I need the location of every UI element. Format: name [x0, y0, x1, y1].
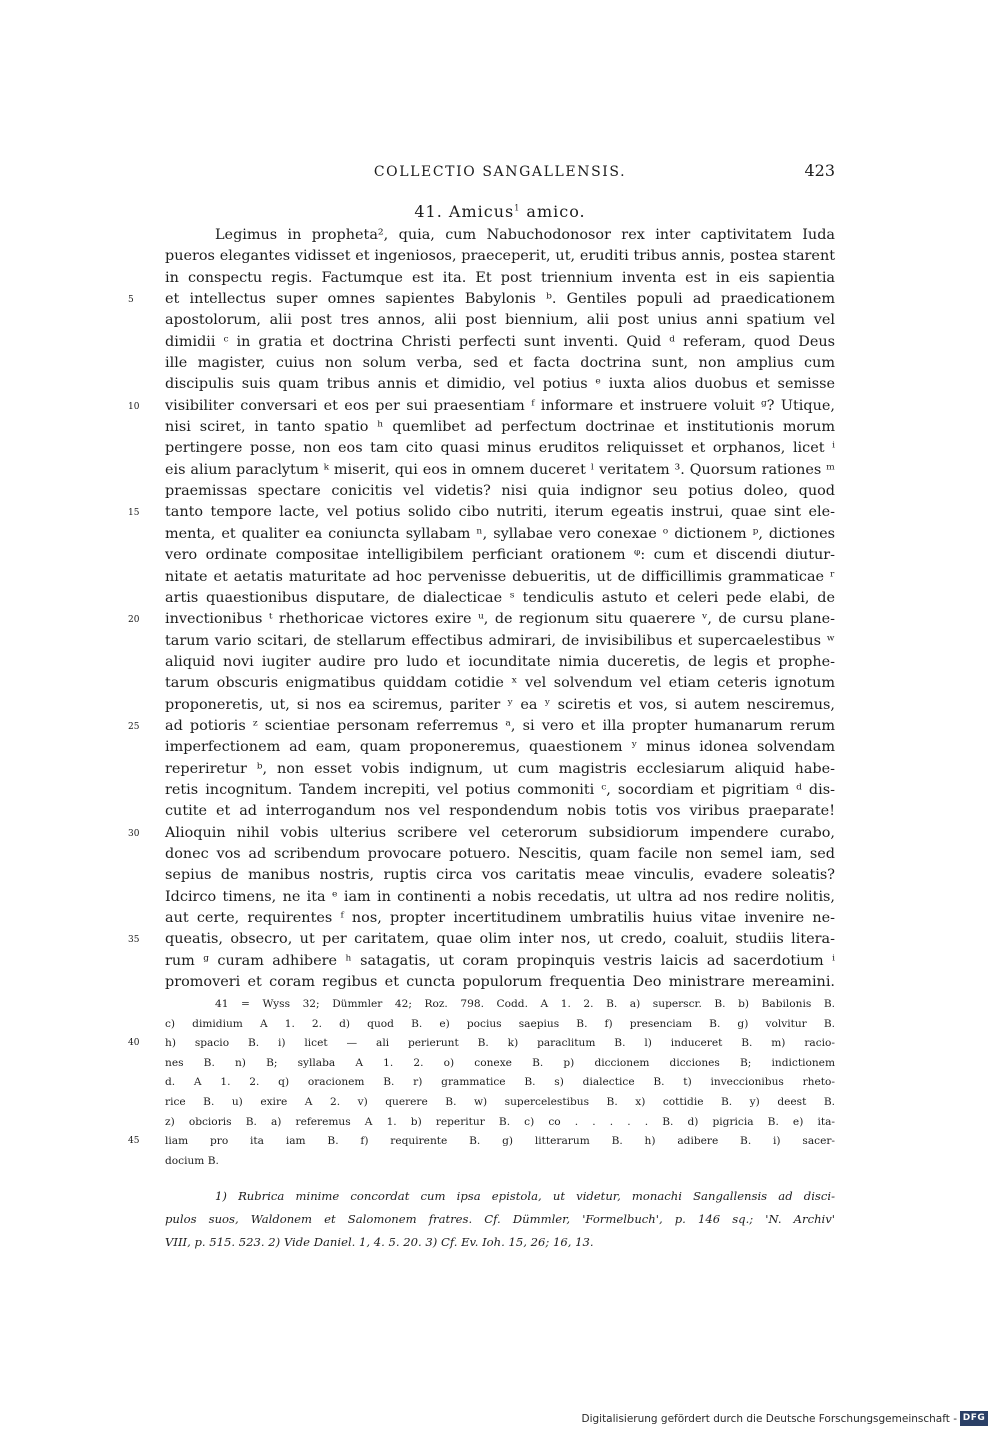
line-text: et intellectus super omnes sapientes Babylonis ᵇ. Gentiles populi ad praedicationem [165, 291, 835, 308]
line-text: VIII, p. 515. 523. 2) Vide Daniel. 1, 4. 5. 20. 3) Cf. Ev. Ioh. 15, 26; 16, 13. [165, 1235, 594, 1249]
notes-line [120, 1113, 840, 1133]
line-text: h) spacio B. i) licet — ali perierunt B. k) paraclitum B. l) induceret B. m) racio- [165, 1037, 835, 1050]
line-text: sepius de manibus nostris, ruptis circa vos caritatis meae vinculis, evadere soleatis? [165, 867, 835, 884]
line-text: nisi sciret, in tanto spatio ʰ quemlibet ad perfectum doctrinae et institutionis morum [165, 419, 835, 436]
notes-line [120, 1015, 840, 1035]
line-text: tanto tempore lacte, vel potius solido cibo nutriti, iterum egeatis instrui, quae sint ele- [165, 504, 835, 521]
line-text: tarum vario scitari, de stellarum effectibus admirari, de invisibilibus et supercaelestibus ʷ [165, 632, 835, 649]
main-line [120, 972, 840, 993]
main-line [120, 609, 840, 630]
section-number: 41. [414, 202, 443, 221]
line-text: proponeretis, ut, si nos ea sciremus, pariter ʸ ea ʸ sciretis et vos, si autem nesciremus, [165, 696, 835, 713]
notes-line [120, 1073, 840, 1093]
line-text: queatis, obsecro, ut per caritatem, quae olim inter nos, ut credo, coaluit, studiis litera- [165, 931, 835, 948]
footer-text: Digitalisierung gefördert durch die Deutsche Forschungsgemeinschaft - [581, 1413, 957, 1425]
main-line [120, 310, 840, 331]
notes-line [120, 995, 840, 1015]
line-number: 15 [128, 508, 140, 519]
digitization-footer [560, 1408, 992, 1430]
main-line [120, 332, 840, 353]
main-line [120, 567, 840, 588]
line-text: rum ᵍ curam adhibere ʰ satagatis, ut coram propinquis vestris laicis ad sacerdotium ⁱ [165, 952, 835, 969]
line-text: rice B. u) exire A 2. v) querere B. w) supercelestibus B. x) cottidie B. y) deest B. [165, 1095, 835, 1108]
running-header [165, 160, 835, 184]
line-text: liam pro ita iam B. f) requirente B. g) litterarum B. h) adibere B. i) sacer- [165, 1135, 835, 1148]
fn-line [120, 1231, 840, 1254]
line-number: 5 [128, 295, 134, 306]
line-text: in conspectu regis. Factumque est ita. Et post triennium inventa est in eis sapientia [165, 269, 835, 286]
section-title-b: amico. [526, 202, 586, 221]
main-line [120, 524, 840, 545]
footnotes [120, 1185, 840, 1254]
line-text: artis quaestionibus disputare, de dialecticae ˢ tendiculis astuto et celeri pede elabi, de [165, 589, 835, 606]
line-text: aliquid novi iugiter audire pro ludo et iocunditate nimia duceretis, de legis et prophe- [165, 653, 835, 670]
line-text: vero ordinate compositae intelligibilem perficiant orationem ᵠ: cum et discendi diutur- [165, 547, 835, 564]
line-text: eis alium paraclytum ᵏ miserit, qui eos in omnem duceret ˡ veritatem ³. Quorsum rationes ᵐ [165, 461, 835, 478]
main-line [120, 737, 840, 758]
section-title-sup: 1 [514, 203, 521, 213]
main-line [120, 502, 840, 523]
line-text: promoveri et coram regibus et cuncta populorum frequentia Deo ministrare mereamini. [165, 974, 835, 991]
line-text: ad potioris ᶻ scientiae personam referremus ᵃ, si vero et illa propter humanarum rerum [165, 717, 835, 734]
main-line [120, 716, 840, 737]
main-line [120, 865, 840, 886]
line-number: 20 [128, 615, 140, 626]
main-line [120, 396, 840, 417]
line-text: Alioquin nihil vobis ulterius scribere vel ceterorum subsidiorum impendere curabo, [165, 824, 835, 841]
main-line [120, 780, 840, 801]
dfg-logo: DFG [960, 1411, 988, 1426]
page-title: COLLECTIO SANGALLENSIS. [373, 164, 627, 180]
main-line [120, 673, 840, 694]
main-line [120, 225, 840, 246]
main-line [120, 652, 840, 673]
fn-line [120, 1208, 840, 1231]
main-line [120, 545, 840, 566]
main-line [120, 374, 840, 395]
main-line [120, 844, 840, 865]
main-line [120, 908, 840, 929]
main-line [120, 353, 840, 374]
line-text: c) dimidium A 1. 2. d) quod B. e) pocius saepius B. f) presenciam B. g) volvitur B. [165, 1017, 835, 1030]
notes-line [120, 1034, 840, 1054]
main-line [120, 887, 840, 908]
main-line [120, 268, 840, 289]
line-text: visibiliter conversari et eos per sui praesentiam ᶠ informare et instruere voluit ᵍ? Utique, [165, 397, 835, 414]
line-text: nes B. n) B; syllaba A 1. 2. o) conexe B. p) diccionem dicciones B; indictionem [165, 1056, 835, 1069]
line-number: 10 [128, 401, 140, 412]
main-line [120, 481, 840, 502]
notes-line [120, 1152, 840, 1172]
line-text: dimidii ᶜ in gratia et doctrina Christi perfecti sunt inventi. Quid ᵈ referam, quod Deus [165, 333, 835, 350]
line-text: pertingere posse, non eos tam cito quasi minus eruditos reliquisset et orphanos, licet ⁱ [165, 440, 835, 457]
line-text: aut certe, requirentes ᶠ nos, propter incertitudinem umbratilis huius vitae invenire ne- [165, 910, 835, 926]
line-text: 41 = Wyss 32; Dümmler 42; Roz. 798. Codd. A 1. 2. B. a) superscr. B. b) Babilonis B. [215, 998, 835, 1010]
main-line [120, 929, 840, 950]
notes-line [120, 1093, 840, 1113]
line-text: Legimus in propheta², quia, cum Nabuchodonosor rex inter captivitatem Iuda [215, 227, 835, 243]
notes-line [120, 1132, 840, 1152]
line-text: discipulis suis quam tribus annis et dimidio, vel potius ᵉ iuxta alios duobus et semisse [165, 376, 835, 393]
section-title-a: Amicus [448, 202, 515, 221]
line-text: apostolorum, alii post tres annos, alii post biennium, alii post unius anni spatium vel [165, 312, 835, 329]
line-number: 45 [128, 1136, 140, 1147]
line-text: imperfectionem ad eam, quam proponeremus, quaestionem ʸ minus idonea solvendam [165, 739, 835, 756]
line-text: pulos suos, Waldonem et Salomonem fratres. Cf. Dümmler, 'Formelbuch', p. 146 sq.; 'N. Archiv' [165, 1212, 835, 1226]
main-line [120, 460, 840, 481]
line-text: ille magister, cuius non solum verba, sed et facta doctrina sunt, non amplius cum [165, 355, 835, 372]
line-text: pueros elegantes vidisset et ingeniosos, praeceperit, ut, eruditi tribus annis, postea starent [165, 248, 835, 265]
line-text: docium B. [165, 1154, 219, 1167]
page-number: 423 [804, 161, 835, 180]
main-line [120, 417, 840, 438]
critical-apparatus [120, 995, 840, 1171]
main-line [120, 588, 840, 609]
main-line [120, 246, 840, 267]
main-line [120, 631, 840, 652]
line-text: Idcirco timens, ne ita ᵉ iam in continenti a nobis recedatis, ut ultra ad nos redire nolitis, [165, 888, 835, 905]
line-text: menta, et qualiter ea coniuncta syllabam ⁿ, syllabae vero conexae ᵒ dictionem ᵖ, dictiones [165, 525, 835, 542]
line-text: praemissas spectare conicitis vel videtis? nisi quia indignor seu potius doleo, quod [165, 483, 835, 500]
letter-body [120, 225, 840, 993]
line-text: donec vos ad scribendum provocare potuero. Nescitis, quam facile non semel iam, sed [165, 845, 835, 862]
fn-line [120, 1185, 840, 1208]
main-line [120, 695, 840, 716]
line-text: reperiretur ᵇ, non esset vobis indignum, ut cum magistris ecclesiarum aliquid habe- [165, 760, 835, 777]
notes-line [120, 1054, 840, 1074]
line-number: 25 [128, 721, 140, 732]
main-line [120, 951, 840, 972]
line-text: nitate et aetatis maturitate ad hoc pervenisse debueritis, ut de difficillimis grammaticae ʳ [165, 568, 835, 585]
line-number: 35 [128, 935, 140, 946]
main-line [120, 438, 840, 459]
line-number: 40 [128, 1038, 140, 1049]
line-text: 1) Rubrica minime concordat cum ipsa epistola, ut videtur, monachi Sangallensis ad disci- [215, 1189, 835, 1203]
section-heading [165, 202, 835, 221]
line-text: z) obcioris B. a) referemus A 1. b) reperitur B. c) co . . . . . B. d) pigricia B. e) ita- [165, 1115, 835, 1128]
line-text: invectionibus ᵗ rhethoricae victores exire ᵘ, de regionum situ quaerere ᵛ, de cursu plane- [165, 611, 835, 628]
main-line [120, 289, 840, 310]
line-text: tarum obscuris enigmatibus quiddam cotidie ˣ vel solvendum vel etiam ceteris ignotum [165, 675, 835, 692]
main-line [120, 801, 840, 822]
main-line [120, 759, 840, 780]
line-number: 30 [128, 828, 140, 839]
line-text: d. A 1. 2. q) oracionem B. r) grammatice B. s) dialectice B. t) inveccionibus rheto- [165, 1076, 835, 1089]
main-line [120, 823, 840, 844]
line-text: retis incognitum. Tandem increpiti, vel potius commoniti ᶜ, socordiam et pigritiam ᵈ dis- [165, 781, 835, 798]
line-text: cutite et ad interrogandum nos vel respondendum nobis totis vos viribus praeparate! [165, 803, 835, 820]
